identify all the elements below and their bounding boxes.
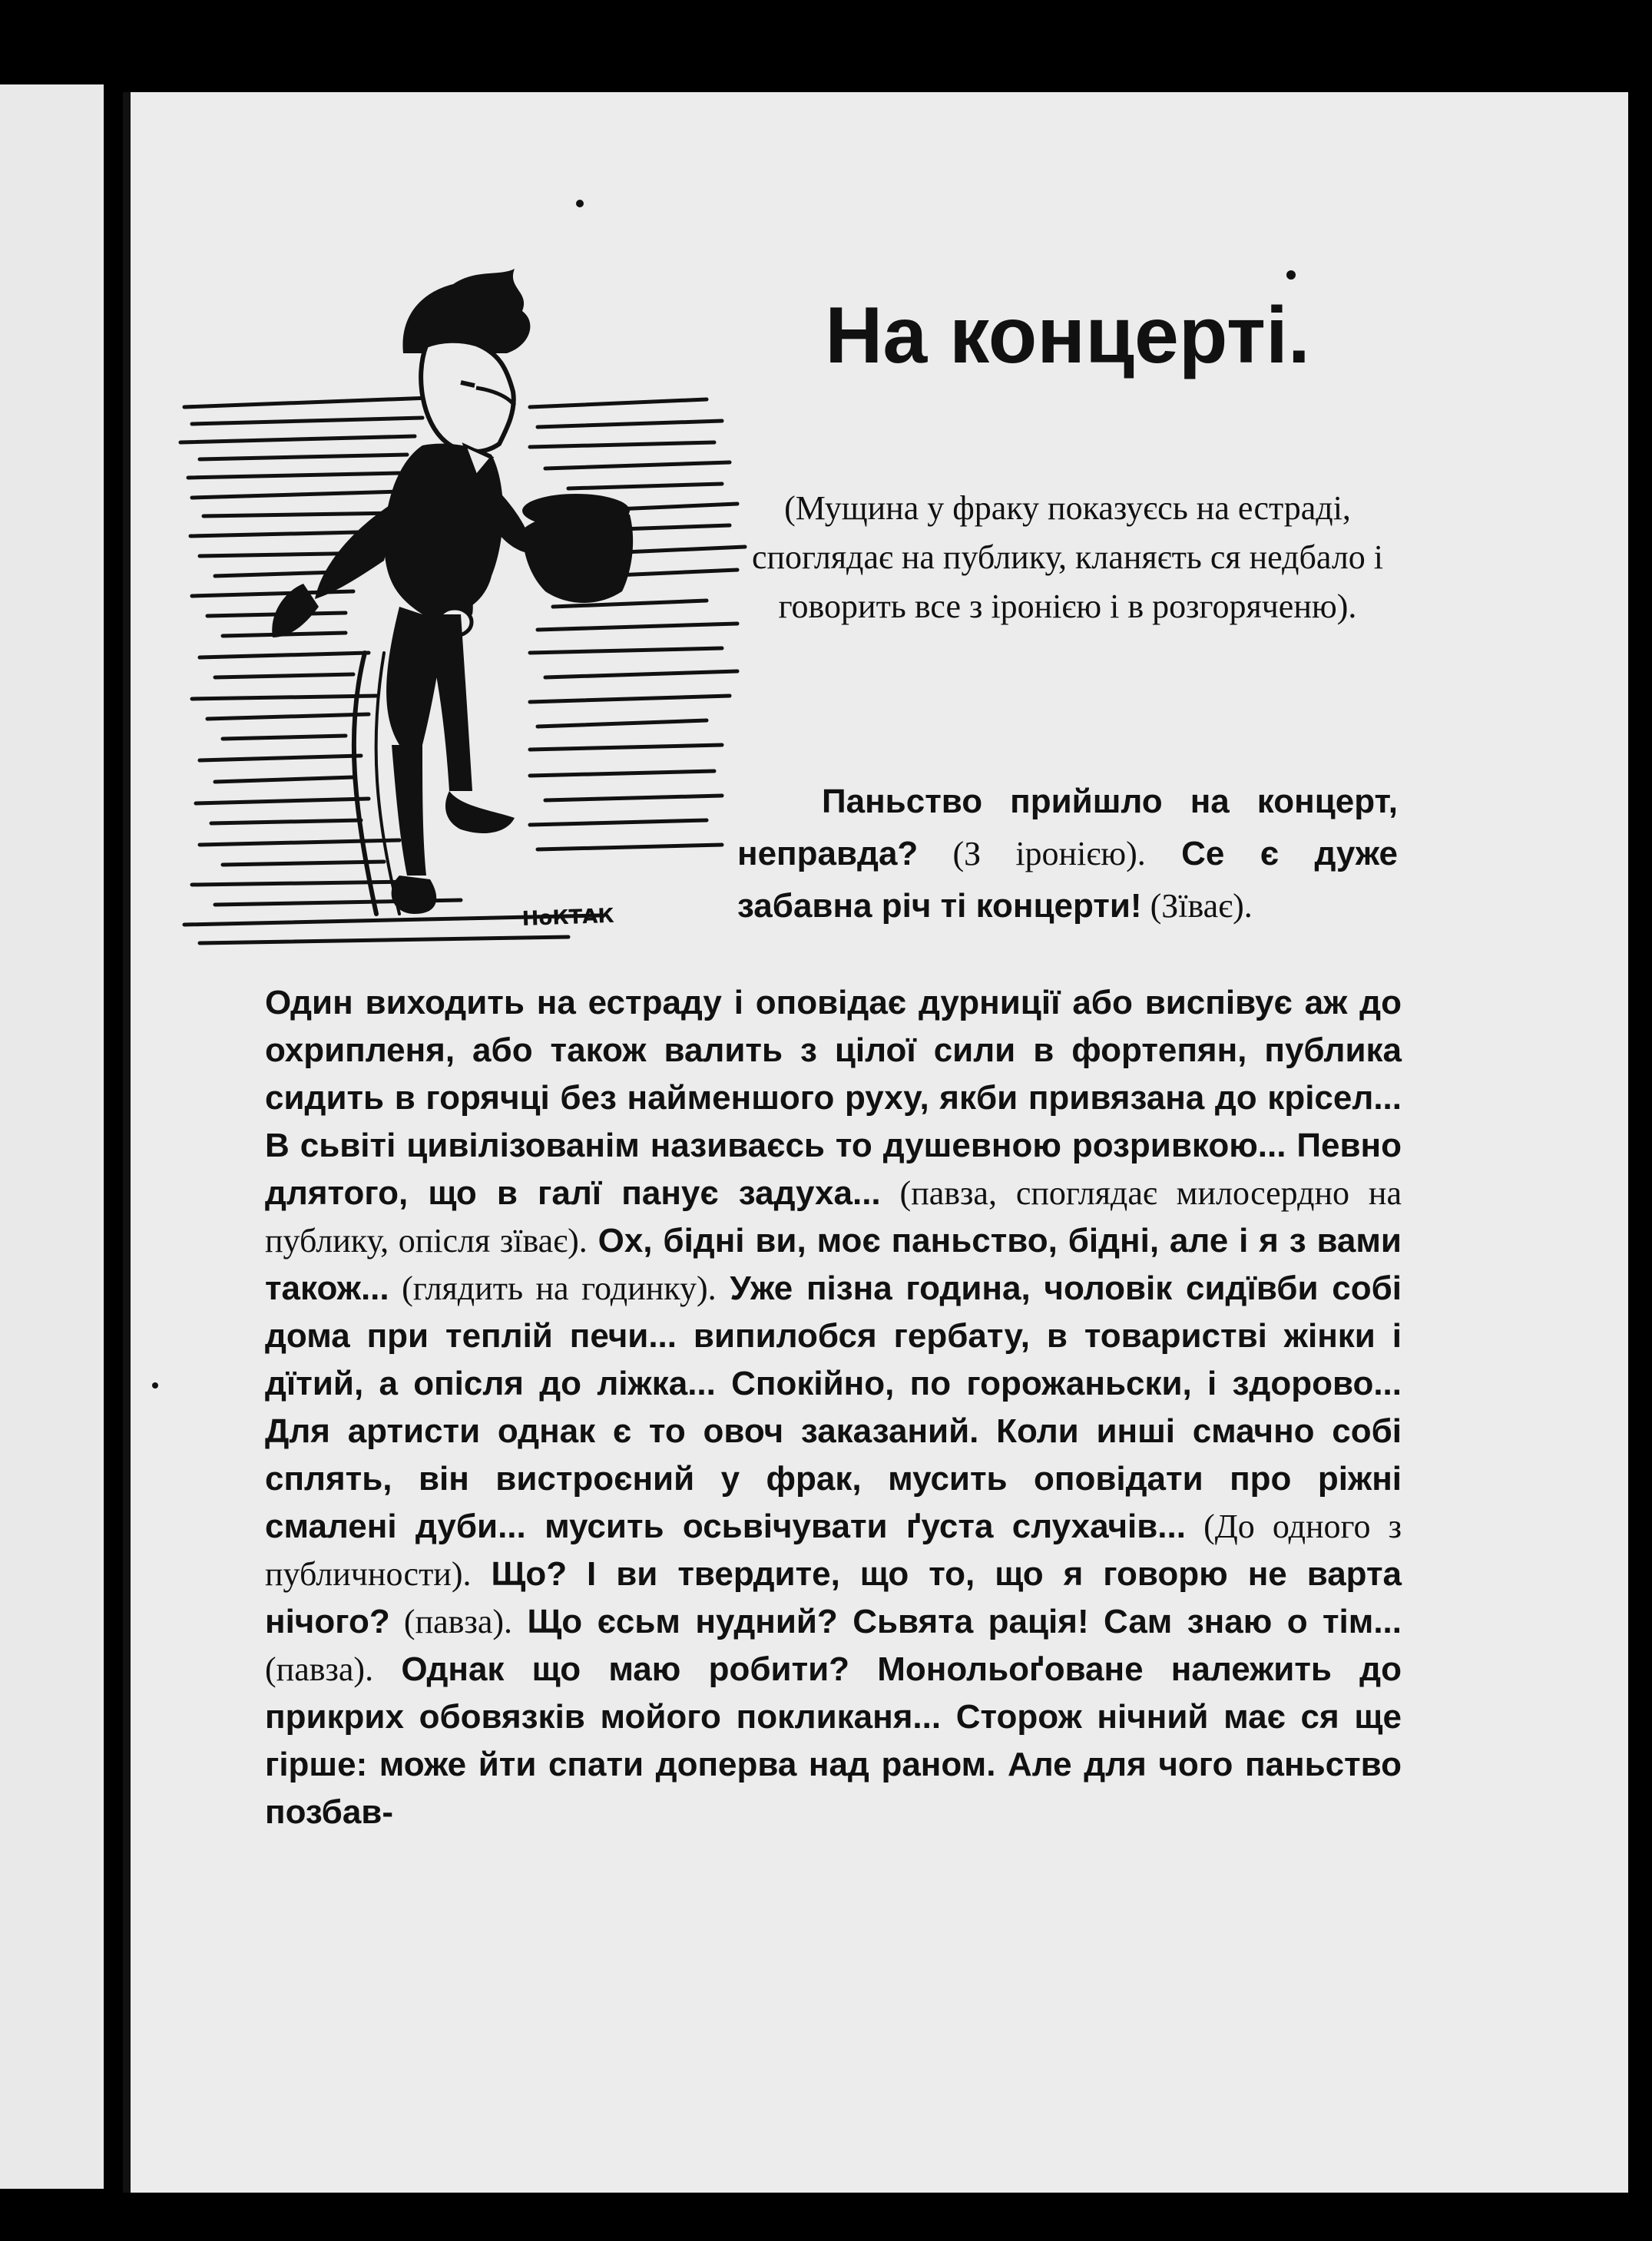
monologue-remark: (павза, споглядає милосердно на публику, опісля зїває). — [265, 1174, 1402, 1260]
opening-paragraph — [737, 776, 1398, 932]
monologue-speech: Що єсьм нудний? Сьвята рація! Сам знаю о тім... — [512, 1603, 1402, 1640]
monologue-remark: (павза). — [389, 1603, 513, 1640]
monologue-speech: Що? І ви твердите, що то, що я говорю не варта нічого? — [265, 1555, 1402, 1640]
monologue-speech: Однак що маю робити? Монольоґоване належить до прикрих обовязків мойого покликаня... Сторож нічний має ся ще гірше: може йти спати доперва над раном. Але для чого паньство позбав- — [265, 1650, 1402, 1831]
previous-page-edge — [0, 84, 104, 2189]
opening-remark: (Зїває). — [1141, 887, 1253, 925]
opening-speech: Паньство прийшло на концерт, неправда? — [737, 783, 1398, 872]
opening-speech: Се є дуже забавна річ ті концерти! — [737, 835, 1399, 925]
monologue-speech: Один виходить на естраду і оповідає дурниції або виспівує аж до охрипленя, або також валить з цілої сили в фортепян, публика сидить в горячці без найменшого руху, якби привязана до крісел... В сьвіті цивілізованім називаєсь то душевною розривкою... Певно длятого, що в галї панує задуха... — [265, 984, 1402, 1212]
man-in-tailcoat-illustration — [169, 253, 753, 960]
svg-text:НоКТАК: НоКТАК — [521, 904, 615, 931]
ink-speck — [1286, 270, 1296, 280]
ink-speck — [576, 200, 584, 207]
monologue-remark: (павза). — [265, 1650, 374, 1688]
stage-direction: (Мущина у фраку показуєсь на естраді, споглядає на публику, кланяєть ся недбало і говорить все з іронією і в розгоряченю). — [751, 489, 1384, 625]
monologue-remark: (До одного з публичности). — [265, 1508, 1402, 1593]
monologue-remark: (глядить на годинку). — [389, 1269, 717, 1307]
monologue-text — [265, 979, 1402, 1836]
ink-speck — [152, 1382, 158, 1389]
monologue-speech: Уже пізна година, чоловік сидївби собі дома при теплій печи... випилобся гербату, в товаристві жінки і дїтий, а опісля до ліжка... Спокійно, по горожаньски, і здорово... Для артисти однак є то овоч заказаний. Коли инші смачно собі сплять, він вистроєний у фрак, мусить оповідати про ріжні смалені дуби... мусить осьвічувати ґуста слухачів... — [265, 1269, 1402, 1545]
opening-remark: (З іронією). — [918, 835, 1146, 872]
page-title: На концерті. — [825, 291, 1310, 380]
monologue-speech: Ох, бідні ви, моє паньство, бідні, але і я з вами також... — [265, 1222, 1402, 1307]
